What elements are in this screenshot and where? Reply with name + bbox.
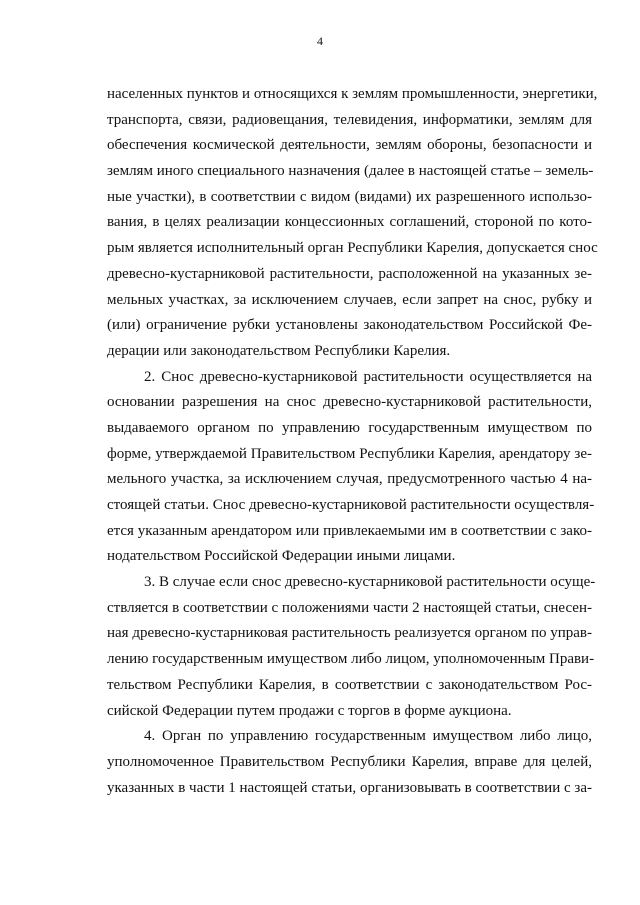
text-line: дерации или законодательством Республики Карелия. [107,342,451,359]
text-line: древесно-кустарниковой растительности, расположенной на указанных зе- [107,265,592,282]
text-line: ная древесно-кустарниковая растительность реализуется органом по управ- [107,625,592,642]
text-line: 2. Снос древесно-кустарниковой растительности осуществляется на [144,368,592,385]
text-line: нодательством Российской Федерации иными лицами. [107,548,456,565]
text-line: сийской Федерации путем продажи с торгов в форме аукциона. [107,702,512,719]
text-line: 3. В случае если снос древесно-кустарниковой растительности осуще- [144,574,596,591]
text-line: мельных участках, за исключением случаев, если запрет на снос, рубку и [107,291,592,308]
paragraph-1 [107,82,598,365]
text-line: землям иного специального назначения (далее в настоящей статье – земель- [107,163,594,180]
text-line: стоящей статьи. Снос древесно-кустарниковой растительности осуществля- [107,497,595,513]
text-line: тельством Республики Карелия, в соответствии с законодательством Рос- [107,676,592,693]
text-line: вания, в целях реализации концессионных соглашений, стороной по кото- [107,214,592,231]
paragraph-3 [107,570,596,724]
text-line: лению государственным имуществом либо лицом, уполномоченным Прави- [107,651,595,668]
document-body [107,82,598,801]
text-line: транспорта, связи, радиовещания, телевидения, информатики, землям для [107,111,592,128]
text-line: выдаваемого органом по управлению государственным имуществом по [107,419,592,436]
text-line: ствляется в соответствии с положениями части 2 настоящей статьи, снесен- [107,599,592,616]
text-line: обеспечения космической деятельности, землям обороны, безопасности и [107,137,592,154]
text-line: основании разрешения на снос древесно-кустарниковой растительности, [107,394,592,411]
text-line: населенных пунктов и относящихся к землям промышленности, энергетики, [107,86,598,102]
text-line: рым является исполнительный орган Республики Карелия, допускается снос [107,240,598,257]
text-line: (или) ограничение рубки установлены законодательством Российской Фе- [107,317,592,334]
text-line: ные участки), в соответствии с видом (видами) их разрешенного использо- [107,188,592,205]
paragraph-4 [107,724,592,801]
text-line: уполномоченное Правительством Республики Карелия, вправе для целей, [107,753,592,770]
page-number: 4 [317,34,323,48]
paragraph-2 [107,365,595,571]
text-line: ется указанным арендатором или привлекаемыми им в соответствии с зако- [107,522,592,539]
text-line: 4. Орган по управлению государственным имуществом либо лицо, [144,728,592,745]
text-line: форме, утверждаемой Правительством Республики Карелия, арендатору зе- [107,445,592,462]
text-line: мельного участка, за исключением случая, предусмотренного частью 4 на- [107,471,592,488]
text-line: указанных в части 1 настоящей статьи, организовывать в соответствии с за- [107,779,592,796]
